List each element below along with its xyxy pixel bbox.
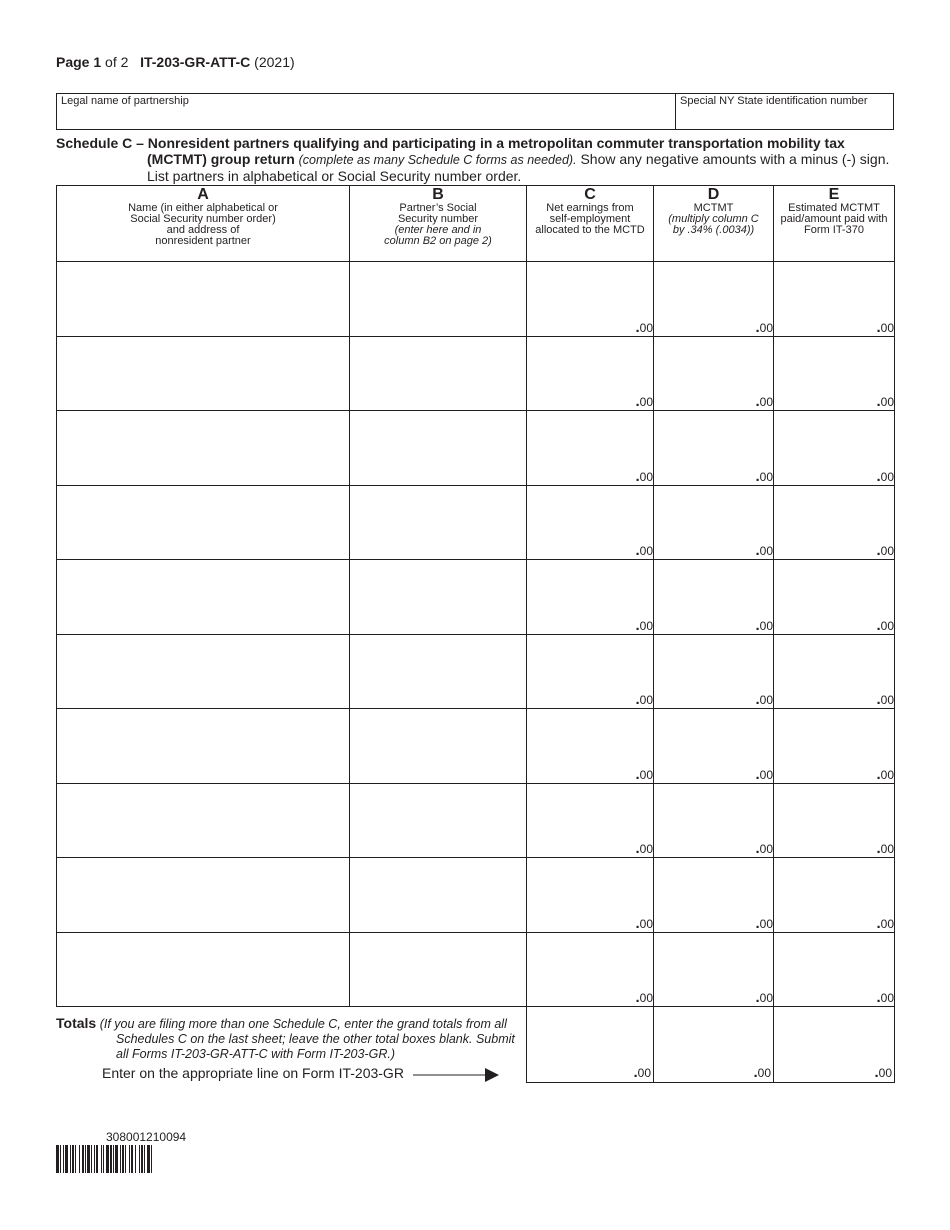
totals-table: [526, 1006, 895, 1083]
row-5-ssn-field[interactable]: [350, 560, 527, 635]
row-4-e-field[interactable]: .00: [774, 485, 895, 560]
row-9-e-field[interactable]: .00: [774, 858, 895, 933]
total-d-field[interactable]: .00: [654, 1006, 774, 1083]
row-10-d-field[interactable]: .00: [654, 932, 774, 1007]
row-3-ssn-field[interactable]: [350, 411, 527, 486]
row-1-c-field[interactable]: .00: [527, 262, 654, 337]
row-2-d-field[interactable]: .00: [654, 336, 774, 411]
partners-table: [56, 185, 895, 1007]
row-2-c-field[interactable]: .00: [527, 336, 654, 411]
legal-name-field[interactable]: Legal name of partnership: [57, 94, 676, 129]
row-1-e-field[interactable]: .00: [774, 262, 895, 337]
schedule-title: Schedule C – Nonresident partners qualifying and participating in a metropolitan commuter transportation mobility tax (MCTMT) group return (complete as many Schedule C forms as needed). Show any negative amounts with a minus (-) sign. List partners in alphabetical or Social Security number order.: [56, 135, 890, 184]
page-header: Page 1 of 2 IT-203-GR-ATT-C (2021): [56, 54, 295, 70]
row-3-d-field[interactable]: .00: [654, 411, 774, 486]
row-10-name-field[interactable]: [57, 932, 350, 1007]
row-1-ssn-field[interactable]: [350, 262, 527, 337]
row-5-name-field[interactable]: [57, 560, 350, 635]
column-header-c: C Net earnings from self-employment allocated to the MCTD: [527, 186, 654, 262]
row-8-name-field[interactable]: [57, 783, 350, 858]
row-7-d-field[interactable]: .00: [654, 709, 774, 784]
row-6-c-field[interactable]: .00: [527, 634, 654, 709]
form-year: (2021): [254, 54, 295, 70]
barcode-number: 308001210094: [106, 1130, 187, 1144]
row-7-ssn-field[interactable]: [350, 709, 527, 784]
table-row: [57, 709, 895, 784]
row-4-name-field[interactable]: [57, 485, 350, 560]
row-9-ssn-field[interactable]: [350, 858, 527, 933]
row-9-d-field[interactable]: .00: [654, 858, 774, 933]
table-row: [57, 560, 895, 635]
row-1-name-field[interactable]: [57, 262, 350, 337]
ny-id-field[interactable]: Special NY State identification number: [680, 95, 868, 107]
row-10-e-field[interactable]: .00: [774, 932, 895, 1007]
table-row: [57, 634, 895, 709]
row-8-ssn-field[interactable]: [350, 783, 527, 858]
table-row: [57, 783, 895, 858]
row-6-e-field[interactable]: .00: [774, 634, 895, 709]
row-5-d-field[interactable]: .00: [654, 560, 774, 635]
row-6-d-field[interactable]: .00: [654, 634, 774, 709]
column-header-d: D MCTMT (multiply column C by .34% (.0034)): [654, 186, 774, 262]
row-7-c-field[interactable]: .00: [527, 709, 654, 784]
row-10-c-field[interactable]: .00: [527, 932, 654, 1007]
table-row: [57, 932, 895, 1007]
table-row: [57, 411, 895, 486]
row-10-ssn-field[interactable]: [350, 932, 527, 1007]
row-1-d-field[interactable]: .00: [654, 262, 774, 337]
row-7-name-field[interactable]: [57, 709, 350, 784]
row-4-ssn-field[interactable]: [350, 485, 527, 560]
row-2-ssn-field[interactable]: [350, 336, 527, 411]
row-2-name-field[interactable]: [57, 336, 350, 411]
row-7-e-field[interactable]: .00: [774, 709, 895, 784]
row-4-c-field[interactable]: .00: [527, 485, 654, 560]
totals-note: Totals (If you are filing more than one Schedule C, enter the grand totals from all Schedules C on the last sheet; leave the other total boxes blank. Submit all Forms IT-203-GR-ATT-C with Form IT-203-GR.) Enter on the appropriate line on Form IT-203-GR: [56, 1015, 515, 1081]
table-row: [57, 336, 895, 411]
row-8-e-field[interactable]: .00: [774, 783, 895, 858]
total-c-field[interactable]: .00: [527, 1006, 654, 1083]
form-id: IT-203-GR-ATT-C: [140, 54, 251, 70]
partnership-name-box: [56, 93, 894, 130]
row-6-name-field[interactable]: [57, 634, 350, 709]
row-5-e-field[interactable]: .00: [774, 560, 895, 635]
barcode-icon: [56, 1145, 238, 1173]
row-9-name-field[interactable]: [57, 858, 350, 933]
row-5-c-field[interactable]: .00: [527, 560, 654, 635]
table-row: [57, 262, 895, 337]
row-3-c-field[interactable]: .00: [527, 411, 654, 486]
column-header-e: E Estimated MCTMT paid/amount paid with Form IT-370: [774, 186, 895, 262]
row-2-e-field[interactable]: .00: [774, 336, 895, 411]
arrow-right-icon: [413, 1068, 499, 1082]
row-4-d-field[interactable]: .00: [654, 485, 774, 560]
column-header-b: B Partner’s Social Security number (enter here and in column B2 on page 2): [350, 186, 527, 262]
table-row: [57, 858, 895, 933]
column-header-a: A Name (in either alphabetical or Social Security number order) and address of nonresident partner: [57, 186, 350, 262]
row-9-c-field[interactable]: .00: [527, 858, 654, 933]
row-3-name-field[interactable]: [57, 411, 350, 486]
row-8-c-field[interactable]: .00: [527, 783, 654, 858]
table-row: [57, 485, 895, 560]
total-e-field[interactable]: .00: [774, 1006, 895, 1083]
row-6-ssn-field[interactable]: [350, 634, 527, 709]
row-8-d-field[interactable]: .00: [654, 783, 774, 858]
row-3-e-field[interactable]: .00: [774, 411, 895, 486]
